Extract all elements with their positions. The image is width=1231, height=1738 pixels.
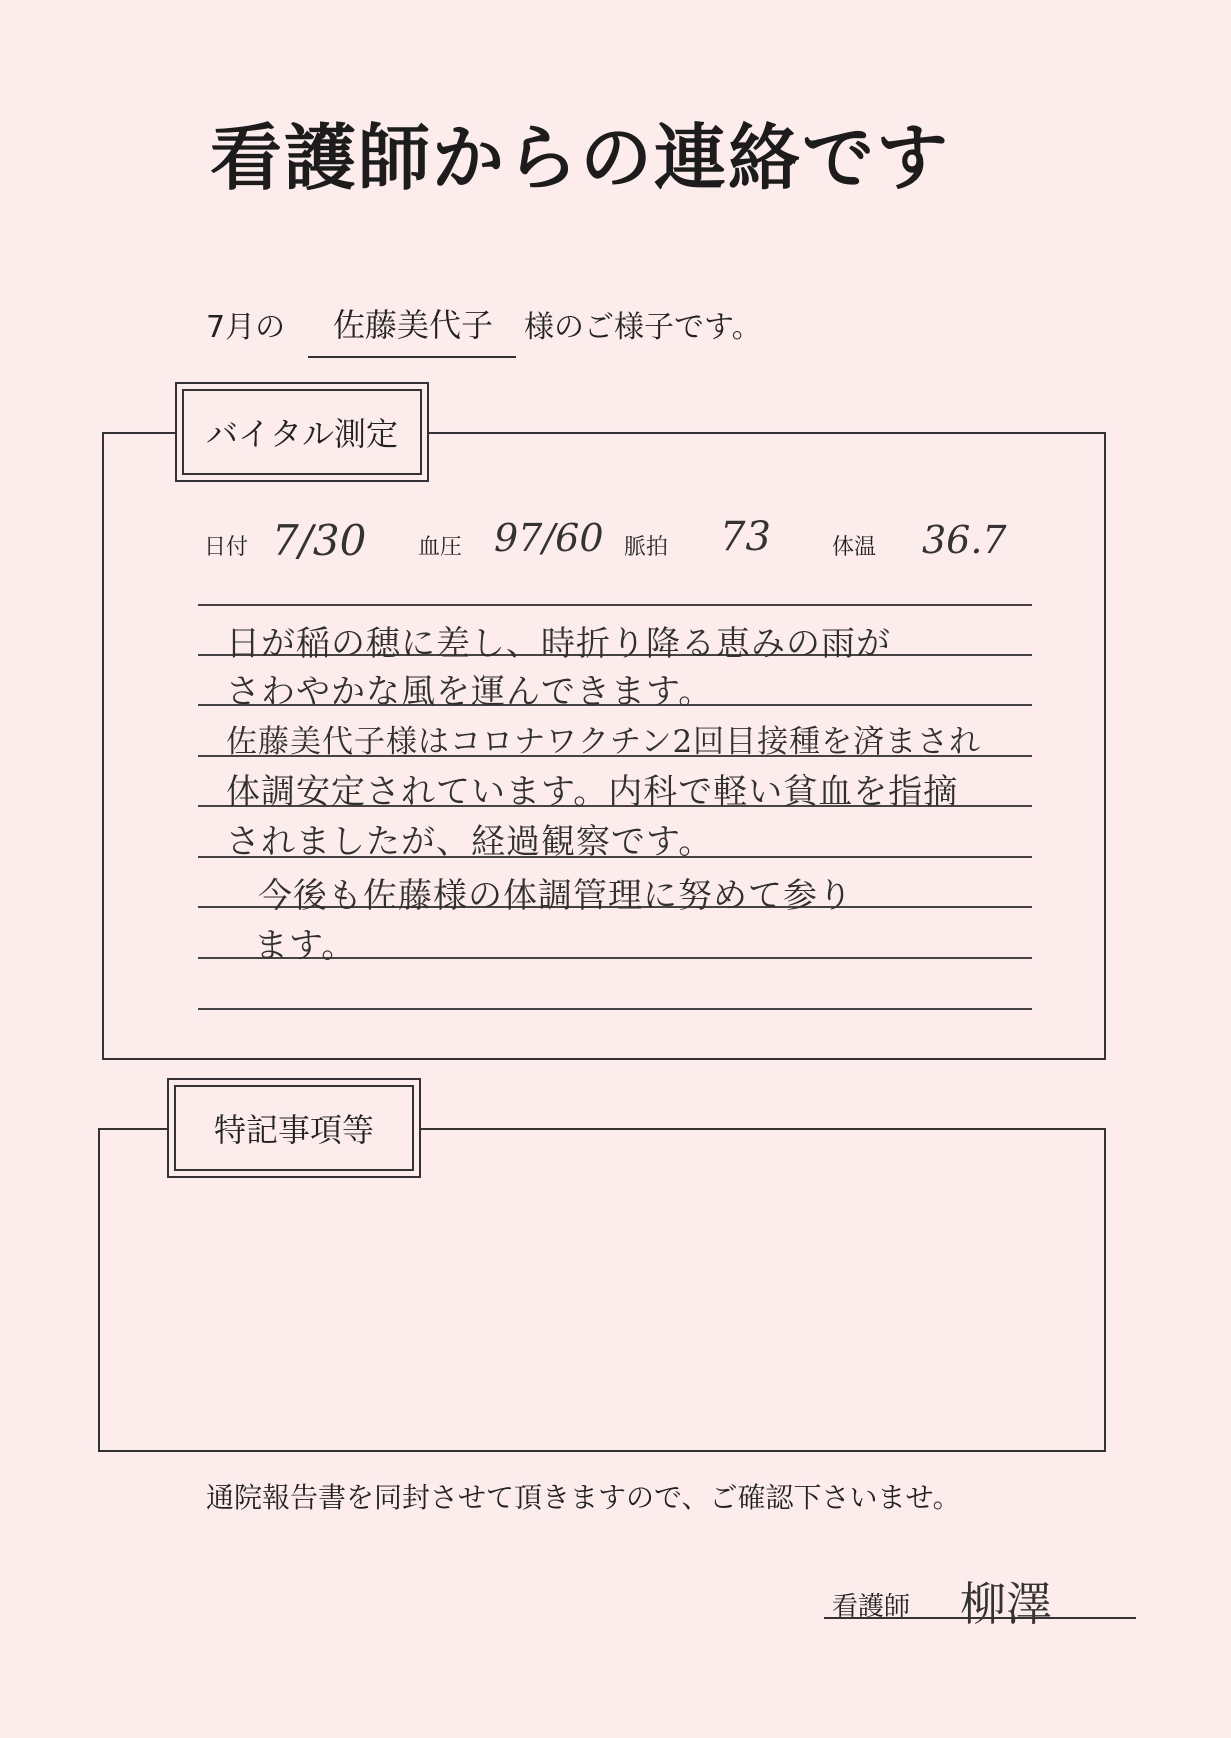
memo-line: 日が稲の穂に差し、時折り降る恵みの雨が xyxy=(226,624,891,664)
blood-pressure-value: 97/60 xyxy=(494,516,604,560)
memo-line: さわやかな風を運んできます。 xyxy=(226,672,714,712)
signature-underline xyxy=(824,1617,1136,1619)
blood-pressure-label: 血圧 xyxy=(418,535,463,560)
date-value: 7/30 xyxy=(272,516,367,565)
patient-name-underline xyxy=(308,356,516,358)
ruled-line xyxy=(198,604,1032,606)
page-title: 看護師からの連絡です xyxy=(210,116,951,200)
temperature-label: 体温 xyxy=(832,535,877,560)
memo-line: 体調安定されています。内科で軽い貧血を指摘 xyxy=(226,772,959,812)
date-label: 日付 xyxy=(204,535,249,560)
temperature-value: 36.7 xyxy=(922,518,1007,562)
pulse-label: 脈拍 xyxy=(624,535,669,560)
notes-section-label: 特記事項等 xyxy=(167,1078,421,1178)
nurse-signature: 柳澤 xyxy=(960,1577,1052,1631)
nurse-label: 看護師 xyxy=(832,1592,911,1622)
vital-section-label: バイタル測定 xyxy=(175,382,429,482)
memo-line: されましたが、経過観察です。 xyxy=(226,822,714,862)
memo-line: ます。 xyxy=(254,926,357,966)
pulse-value: 73 xyxy=(720,514,771,560)
memo-line: 今後も佐藤様の体調管理に努めて参り xyxy=(258,876,853,916)
enclosure-text: 通院報告書を同封させて頂きますので、ご確認下さいませ。 xyxy=(206,1481,961,1514)
patient-name: 佐藤美代子 xyxy=(332,306,493,344)
ruled-line xyxy=(198,1008,1032,1010)
month-label: 7月の xyxy=(206,310,286,345)
memo-line: 佐藤美代子様はコロナワクチン2回目接種を済まされ xyxy=(226,724,982,760)
header-suffix: 様のご様子です。 xyxy=(524,310,762,345)
